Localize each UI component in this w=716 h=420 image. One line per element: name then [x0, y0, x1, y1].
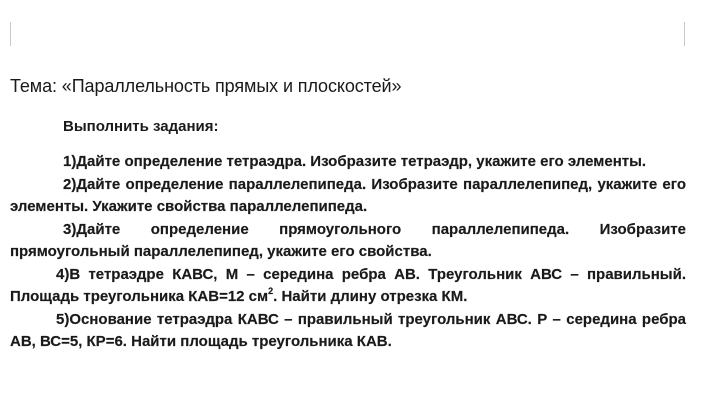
- document-title: Тема: «Параллельность прямых и плоскостей»: [10, 76, 402, 96]
- task-3: 3)Дайте определение прямоугольного параллелепипеда. Изобразите прямоугольный параллелепипед, укажите его свойства.: [10, 220, 686, 260]
- page-right-edge: [684, 22, 685, 46]
- task-1: 1)Дайте определение тетраэдра. Изобразите тетраэдр, укажите его элементы.: [63, 153, 647, 170]
- page-left-edge: [10, 22, 11, 46]
- task-2: 2)Дайте определение параллелепипеда. Изобразите параллелепипед, укажите его элементы. Укажите свойства параллелепипеда.: [10, 175, 686, 215]
- task-list: [10, 151, 686, 354]
- task-5: 5)Основание тетраэдра КАВС – правильный треугольник АВС. Р – середина ребра АВ, ВС=5, КР=6. Найти площадь треугольника КАВ.: [10, 310, 686, 350]
- task-4-text-end: . Найти длину отрезка КМ.: [273, 288, 468, 305]
- task-4: [10, 264, 686, 309]
- tasks-heading: Выполнить задания:: [63, 118, 219, 135]
- task-4-superscript: 2: [268, 286, 274, 296]
- task-4-text: 4)В тетраэдре КАВС, М – середина ребра АВ. Треугольник АВС – правильный. Площадь треугольника КАВ=12 см: [10, 265, 686, 305]
